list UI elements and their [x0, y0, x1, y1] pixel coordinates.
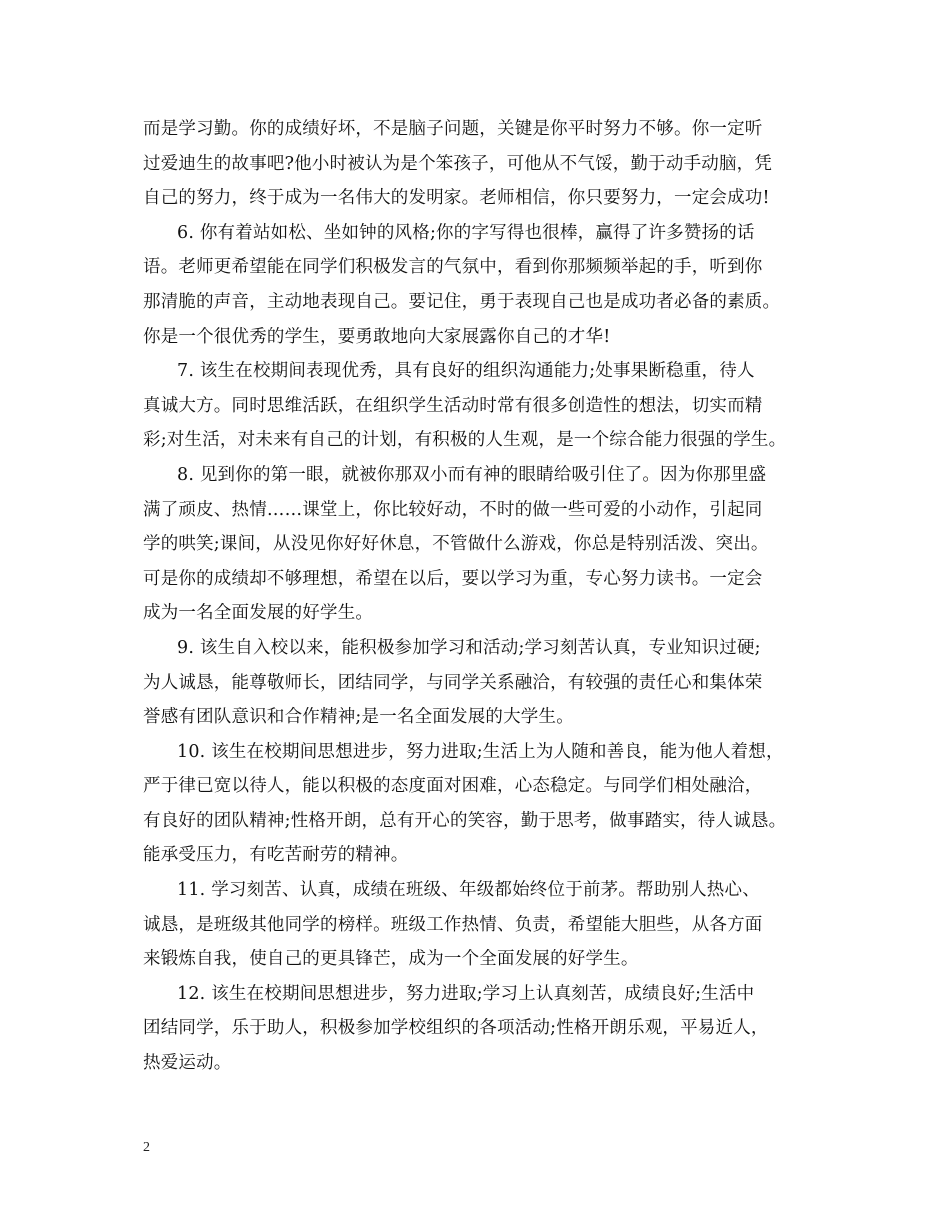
page-number: 2 [143, 1140, 150, 1155]
paragraph-item-11 [143, 873, 823, 977]
paragraph-item-9 [143, 631, 823, 735]
paragraph-item-12 [143, 977, 823, 1081]
text-line: 而是学习勤。你的成绩好坏，不是脑子问题，关键是你平时努力不够。你一定听 [143, 119, 763, 139]
text-line: 那清脆的声音，主动地表现自己。要记住，勇于表现自己也是成功者必备的素质。 [143, 291, 781, 312]
text-line: 热爱运动。 [143, 1053, 232, 1074]
text-line: 语。老师更希望能在同学们积极发言的气氛中，看到你那频频举起的手，听到你 [143, 257, 763, 278]
text-line: 有良好的团队精神;性格开朗，总有开心的笑容，勤于思考，做事踏实，待人诚恳。 [143, 810, 787, 831]
text-line: 自己的努力，终于成为一名伟大的发明家。老师相信，你只要努力，一定会成功! [143, 188, 770, 209]
text-line: 你是一个很优秀的学生，要勇敢地向大家展露你自己的才华! [143, 326, 611, 347]
text-line: 严于律已宽以待人，能以积极的态度面对困难，心态稳定。与同学们相处融洽， [143, 776, 763, 797]
paragraph-item-8 [143, 458, 823, 631]
text-line: 7. 该生在校期间表现优秀，具有良好的组织沟通能力;处事果断稳重，待人 [177, 361, 755, 382]
text-line: 真诚大方。同时思维活跃，在组织学生活动时常有很多创造性的想法，切实而精 [143, 395, 763, 416]
paragraph-item-6 [143, 216, 823, 354]
text-line: 来锻炼自我，使自己的更具锋芒，成为一个全面发展的好学生。 [143, 949, 639, 970]
text-line: 6. 你有着站如松、坐如钟的风格;你的字写得也很棒，赢得了许多赞扬的话 [177, 222, 755, 243]
text-line: 满了顽皮、热情……课堂上，你比较好动，不时的做一些可爱的小动作，引起同 [143, 499, 763, 520]
text-line: 9. 该生自入校以来，能积极参加学习和活动;学习刻苦认真，专业知识过硬; [177, 637, 761, 658]
text-line: 誉感有团队意识和合作精神;是一名全面发展的大学生。 [143, 707, 574, 728]
text-line: 过爱迪生的故事吧?他小时被认为是个笨孩子，可他从不气馁，勤于动手动脑，凭 [143, 153, 773, 174]
paragraph-item-7 [143, 354, 823, 458]
text-line: 11. 学习刻苦、认真，成绩在班级、年级都始终位于前茅。帮助别人热心、 [177, 880, 760, 901]
text-line: 为人诚恳，能尊敬师长，团结同学，与同学关系融洽，有较强的责任心和集体荣 [143, 672, 763, 693]
text-line: 诚恳，是班级其他同学的榜样。班级工作热情、负责，希望能大胆些，从各方面 [143, 914, 763, 935]
paragraph-item-10 [143, 735, 823, 873]
text-line: 12. 该生在校期间思想进步，努力进取;学习上认真刻苦，成绩良好;生活中 [177, 983, 755, 1004]
text-line: 彩;对生活，对未来有自己的计划，有积极的人生观，是一个综合能力很强的学生。 [143, 430, 787, 451]
text-line: 8. 见到你的第一眼，就被你那双小而有神的眼睛给吸引住了。因为你那里盛 [177, 464, 767, 485]
text-line: 学的哄笑;课间，从没见你好好休息，不管做什么游戏，你总是特别活泼、突出。 [143, 534, 769, 555]
paragraph-continuation [143, 112, 823, 216]
document-body [143, 112, 823, 1081]
text-line: 可是你的成绩却不够理想，希望在以后，要以学习为重，专心努力读书。一定会 [143, 568, 763, 589]
text-line: 成为一名全面发展的好学生。 [143, 603, 374, 624]
text-line: 能承受压力，有吃苦耐劳的精神。 [143, 845, 409, 866]
text-line: 团结同学，乐于助人，积极参加学校组织的各项活动;性格开朗乐观，平易近人， [143, 1018, 769, 1039]
text-line: 10. 该生在校期间思想进步，努力进取;生活上为人随和善良，能为他人着想， [177, 741, 784, 762]
